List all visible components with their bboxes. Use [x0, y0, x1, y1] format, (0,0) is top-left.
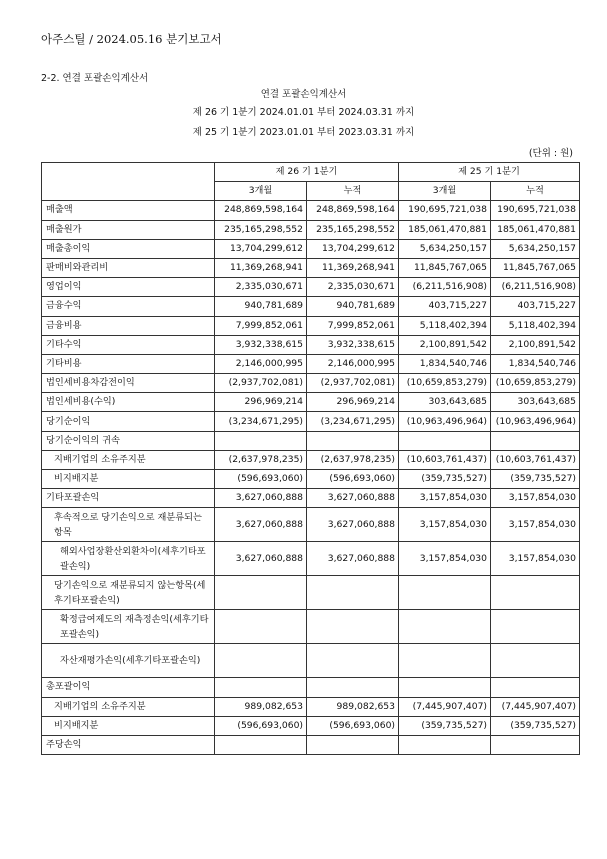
value-3m-current: (2,937,702,081): [215, 374, 307, 393]
value-3m-prior: (10,603,761,437): [399, 450, 491, 469]
account-label: 영업이익: [42, 278, 215, 297]
value-cum-current: 989,082,653: [307, 697, 399, 716]
value-3m-current: 296,969,214: [215, 393, 307, 412]
value-3m-current: 3,627,060,888: [215, 489, 307, 508]
value-3m-current: (3,234,671,295): [215, 412, 307, 431]
value-cum-prior: 3,157,854,030: [491, 542, 580, 576]
value-cum-prior: 3,157,854,030: [491, 489, 580, 508]
value-cum-current: [307, 678, 399, 697]
value-3m-prior: (7,445,907,407): [399, 697, 491, 716]
value-cum-prior: (6,211,516,908): [491, 278, 580, 297]
value-cum-current: 13,704,299,612: [307, 239, 399, 258]
account-label: 해외사업장환산외환차이(세후기타포괄손익): [42, 542, 215, 576]
value-3m-current: [215, 644, 307, 678]
table-row: [42, 716, 580, 735]
account-label: 당기순이익: [42, 412, 215, 431]
value-3m-current: 940,781,689: [215, 297, 307, 316]
value-cum-current: 3,627,060,888: [307, 508, 399, 542]
statement-title: 연결 포괄손익계산서: [260, 89, 347, 100]
current-period: 제 26 기 1분기 2024.01.01 부터 2024.03.31 까지: [192, 107, 415, 118]
value-cum-current: 235,165,298,552: [307, 220, 399, 239]
value-3m-current: 3,627,060,888: [215, 508, 307, 542]
value-cum-prior: 3,157,854,030: [491, 508, 580, 542]
value-3m-current: 2,146,000,995: [215, 354, 307, 373]
value-cum-prior: [491, 431, 580, 450]
value-cum-prior: [491, 576, 580, 610]
table-row: [42, 316, 580, 335]
account-label: 법인세비용차감전이익: [42, 374, 215, 393]
value-cum-prior: (10,659,853,279): [491, 374, 580, 393]
value-3m-prior: 3,157,854,030: [399, 489, 491, 508]
sub-header-cum-current: 누적: [307, 182, 399, 201]
account-label: 기타비용: [42, 354, 215, 373]
value-3m-prior: 5,634,250,157: [399, 239, 491, 258]
section-title: 2-2. 연결 포괄손익계산서: [41, 73, 149, 84]
account-label: 매출액: [42, 201, 215, 220]
table-row: [42, 335, 580, 354]
table-row: [42, 278, 580, 297]
prior-period: 제 25 기 1분기 2023.01.01 부터 2023.03.31 까지: [192, 127, 415, 138]
table-row: [42, 374, 580, 393]
table-row: [42, 735, 580, 754]
value-cum-current: 3,932,338,615: [307, 335, 399, 354]
value-cum-current: (3,234,671,295): [307, 412, 399, 431]
table-row: [42, 450, 580, 469]
value-cum-prior: 2,100,891,542: [491, 335, 580, 354]
value-3m-current: 3,932,338,615: [215, 335, 307, 354]
account-label: 비지배지분: [42, 716, 215, 735]
value-3m-current: 2,335,030,671: [215, 278, 307, 297]
value-3m-prior: 3,157,854,030: [399, 542, 491, 576]
value-3m-current: 989,082,653: [215, 697, 307, 716]
sub-header-3m-current: 3개월: [215, 182, 307, 201]
value-3m-current: [215, 735, 307, 754]
value-3m-current: [215, 431, 307, 450]
account-label: 기타수익: [42, 335, 215, 354]
table-row: [42, 258, 580, 277]
value-cum-current: 3,627,060,888: [307, 542, 399, 576]
value-3m-current: 3,627,060,888: [215, 542, 307, 576]
table-body: [42, 201, 580, 755]
value-cum-prior: 11,845,767,065: [491, 258, 580, 277]
value-3m-prior: (359,735,527): [399, 716, 491, 735]
value-3m-prior: [399, 644, 491, 678]
value-cum-prior: 5,634,250,157: [491, 239, 580, 258]
value-cum-prior: 1,834,540,746: [491, 354, 580, 373]
table-row: [42, 220, 580, 239]
account-label: 자산재평가손익(세후기타포괄손익): [42, 644, 215, 678]
value-3m-current: (596,693,060): [215, 470, 307, 489]
value-3m-prior: [399, 735, 491, 754]
value-cum-prior: 190,695,721,038: [491, 201, 580, 220]
value-3m-current: 235,165,298,552: [215, 220, 307, 239]
value-3m-prior: 303,643,685: [399, 393, 491, 412]
table-row: [42, 610, 580, 644]
value-cum-prior: [491, 644, 580, 678]
account-label: 당기손익으로 재분류되지 않는항목(세후기타포괄손익): [42, 576, 215, 610]
value-cum-prior: (359,735,527): [491, 470, 580, 489]
value-cum-prior: 5,118,402,394: [491, 316, 580, 335]
table-row: [42, 470, 580, 489]
table-row: [42, 393, 580, 412]
income-statement-table: [41, 162, 580, 755]
account-label: 총포괄이익: [42, 678, 215, 697]
table-row: [42, 297, 580, 316]
table-row: [42, 239, 580, 258]
value-cum-current: 11,369,268,941: [307, 258, 399, 277]
table-row: [42, 644, 580, 678]
account-label: 금융수익: [42, 297, 215, 316]
unit-label: (단위 : 원): [528, 148, 573, 159]
value-cum-current: 3,627,060,888: [307, 489, 399, 508]
value-3m-current: [215, 610, 307, 644]
account-label: 당기순이익의 귀속: [42, 431, 215, 450]
table-row: [42, 697, 580, 716]
value-3m-current: 7,999,852,061: [215, 316, 307, 335]
value-cum-current: 296,969,214: [307, 393, 399, 412]
value-cum-prior: [491, 735, 580, 754]
value-3m-prior: [399, 431, 491, 450]
value-3m-current: (596,693,060): [215, 716, 307, 735]
value-3m-prior: 190,695,721,038: [399, 201, 491, 220]
table-row: [42, 354, 580, 373]
current-period-header: 제 26 기 1분기: [215, 163, 399, 182]
account-label: 법인세비용(수익): [42, 393, 215, 412]
value-cum-current: [307, 576, 399, 610]
prior-period-header: 제 25 기 1분기: [399, 163, 580, 182]
value-cum-current: 2,335,030,671: [307, 278, 399, 297]
value-cum-current: (596,693,060): [307, 470, 399, 489]
value-3m-prior: [399, 678, 491, 697]
value-cum-prior: (359,735,527): [491, 716, 580, 735]
value-cum-prior: [491, 678, 580, 697]
account-label: 기타포괄손익: [42, 489, 215, 508]
value-3m-prior: [399, 610, 491, 644]
account-label: 금융비용: [42, 316, 215, 335]
value-cum-prior: (7,445,907,407): [491, 697, 580, 716]
value-3m-prior: [399, 576, 491, 610]
account-label: 주당손익: [42, 735, 215, 754]
value-3m-current: 11,369,268,941: [215, 258, 307, 277]
account-label: 지배기업의 소유주지분: [42, 450, 215, 469]
document-header: 아주스틸 / 2024.05.16 분기보고서: [41, 32, 222, 46]
account-label: 판매비와관리비: [42, 258, 215, 277]
value-cum-current: 7,999,852,061: [307, 316, 399, 335]
value-3m-prior: 1,834,540,746: [399, 354, 491, 373]
value-cum-current: [307, 644, 399, 678]
value-cum-current: 248,869,598,164: [307, 201, 399, 220]
account-label: 확정급여제도의 재측정손익(세후기타포괄손익): [42, 610, 215, 644]
account-label: 매출총이익: [42, 239, 215, 258]
value-cum-current: (2,937,702,081): [307, 374, 399, 393]
value-cum-prior: 185,061,470,881: [491, 220, 580, 239]
value-3m-prior: 5,118,402,394: [399, 316, 491, 335]
value-cum-current: 2,146,000,995: [307, 354, 399, 373]
value-cum-current: 940,781,689: [307, 297, 399, 316]
value-3m-current: 13,704,299,612: [215, 239, 307, 258]
table-row: [42, 489, 580, 508]
value-3m-prior: 185,061,470,881: [399, 220, 491, 239]
table-row: [42, 431, 580, 450]
table-row: [42, 201, 580, 220]
value-3m-prior: 2,100,891,542: [399, 335, 491, 354]
group-header-row: [42, 163, 580, 182]
table-row: [42, 542, 580, 576]
value-3m-prior: (359,735,527): [399, 470, 491, 489]
value-3m-prior: 403,715,227: [399, 297, 491, 316]
account-label: 매출원가: [42, 220, 215, 239]
account-label: 지배기업의 소유주지분: [42, 697, 215, 716]
value-cum-prior: 403,715,227: [491, 297, 580, 316]
value-cum-current: (2,637,978,235): [307, 450, 399, 469]
value-3m-prior: (10,659,853,279): [399, 374, 491, 393]
table-row: [42, 412, 580, 431]
value-3m-prior: 3,157,854,030: [399, 508, 491, 542]
value-3m-current: (2,637,978,235): [215, 450, 307, 469]
table-row: [42, 678, 580, 697]
value-cum-current: [307, 610, 399, 644]
value-3m-prior: 11,845,767,065: [399, 258, 491, 277]
value-cum-current: [307, 431, 399, 450]
sub-header-cum-prior: 누적: [491, 182, 580, 201]
account-label: 비지배지분: [42, 470, 215, 489]
value-cum-prior: (10,603,761,437): [491, 450, 580, 469]
account-label: 후속적으로 당기손익으로 재분류되는 항목: [42, 508, 215, 542]
table-row: [42, 508, 580, 542]
value-cum-prior: [491, 610, 580, 644]
value-3m-prior: (10,963,496,964): [399, 412, 491, 431]
value-cum-current: [307, 735, 399, 754]
value-cum-prior: (10,963,496,964): [491, 412, 580, 431]
value-3m-current: [215, 576, 307, 610]
sub-header-3m-prior: 3개월: [399, 182, 491, 201]
value-3m-current: [215, 678, 307, 697]
value-3m-current: 248,869,598,164: [215, 201, 307, 220]
value-cum-prior: 303,643,685: [491, 393, 580, 412]
account-header-cell: [42, 163, 215, 201]
value-3m-prior: (6,211,516,908): [399, 278, 491, 297]
value-cum-current: (596,693,060): [307, 716, 399, 735]
table-row: [42, 576, 580, 610]
